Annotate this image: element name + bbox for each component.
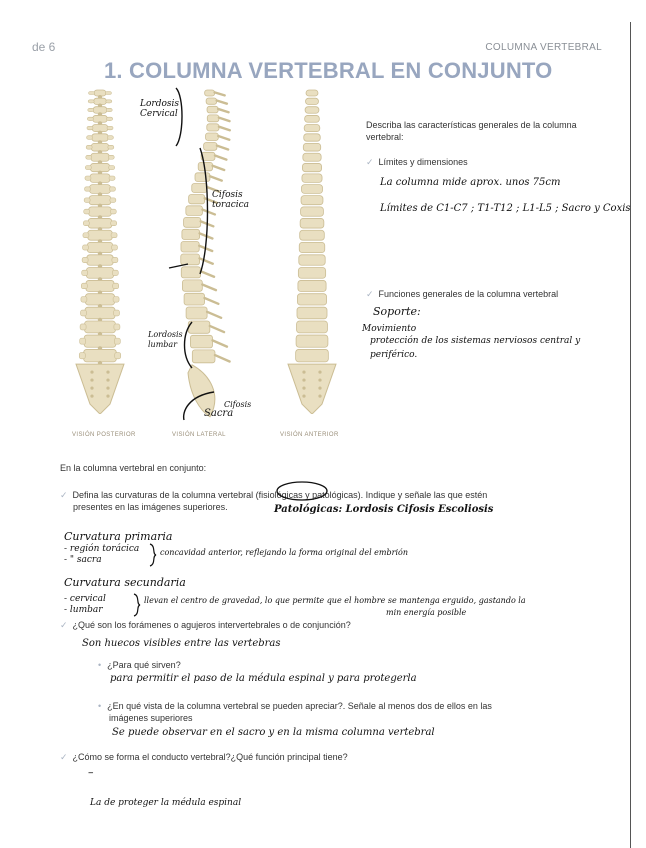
spine-figure-anterior <box>274 84 350 419</box>
answer-dimensiones: La columna mide aprox. unos 75cm <box>380 177 561 188</box>
spine-figure-posterior <box>62 84 138 419</box>
annotation-cifosis-toracica: Cifosis toracica <box>212 190 250 210</box>
answer-para-que: para permitir el paso de la médula espinal y para protegerla <box>110 673 417 684</box>
bracket-cervical <box>174 86 188 148</box>
brace-secundaria <box>132 592 142 618</box>
right-panel-prompt: Describa las características generales de la columna vertebral: <box>366 120 577 142</box>
secundaria-line-2: - lumbar <box>64 605 103 615</box>
secundaria-note-2: min energía posible <box>386 608 467 617</box>
check-icon: ✓ <box>60 620 68 630</box>
primaria-line-1: - región torácica <box>64 544 140 554</box>
annotation-cifosis-label: Cifosis <box>224 400 252 409</box>
check-icon: ✓ <box>60 752 68 762</box>
answer-proteccion: protección de los sistemas nerviosos central y <box>370 336 581 346</box>
annotation-sacra-label: Sacra <box>204 408 234 419</box>
circle-fisiologicas <box>275 480 329 502</box>
tick-mark-lumbar <box>168 262 190 270</box>
item-funciones: ✓ Funciones generales de la columna vertebral <box>366 289 559 299</box>
answer-movimiento: Movimiento <box>362 324 417 334</box>
question-para-que: • ¿Para qué sirven? <box>98 660 181 670</box>
page-title: 1. COLUMNA VERTEBRAL EN CONJUNTO <box>104 58 553 83</box>
primaria-note: concavidad anterior, reflejando la forma original del embrión <box>160 548 408 557</box>
lower-intro: En la columna vertebral en conjunto: <box>60 463 207 473</box>
answer-soporte: Soporte: <box>373 305 421 318</box>
answer-patologicas: Patológicas: Lordosis Cifosis Escoliosis <box>274 504 494 515</box>
running-title: COLUMNA VERTEBRAL <box>485 42 602 53</box>
question-foramenes: ✓ ¿Qué son los forámenes o agujeros intervertebrales o de conjunción? <box>60 620 351 630</box>
caption-anterior: VISIÓN ANTERIOR <box>280 432 339 438</box>
answer-conducto: La de proteger la médula espinal <box>90 798 242 808</box>
primaria-title: Curvatura primaria <box>64 530 173 543</box>
answer-periferico: periférico. <box>370 350 418 360</box>
question-conducto: ✓ ¿Cómo se forma el conducto vertebral?¿Qué función principal tiene? <box>60 752 348 762</box>
answer-conducto-dash: – <box>88 766 94 779</box>
check-icon: ✓ <box>366 289 374 299</box>
bullet-icon: • <box>98 701 102 711</box>
answer-limites: Límites de C1-C7 ; T1-T12 ; L1-L5 ; Sacro y Coxis <box>380 203 631 214</box>
secundaria-note-1: llevan el centro de gravedad, lo que permite que el hombre se mantenga erguido, gastando la <box>144 596 526 605</box>
page-indicator: de 6 <box>32 40 56 54</box>
brace-primaria <box>148 542 158 568</box>
bullet-icon: • <box>98 660 102 670</box>
answer-foramenes: Son huecos visibles entre las vertebras <box>82 638 281 649</box>
question-en-que-vista: • ¿En qué vista de la columna vertebral se pueden apreciar?. Señale al menos dos de ellos en las imágenes superiores <box>98 701 492 723</box>
secundaria-title: Curvatura secundaria <box>64 576 186 589</box>
answer-en-que-vista: Se puede observar en el sacro y en la misma columna vertebral <box>112 727 435 738</box>
caption-posterior: VISIÓN POSTERIOR <box>72 432 136 438</box>
caption-lateral: VISIÓN LATERAL <box>172 432 226 438</box>
question-curvaturas: ✓ Defina las curvaturas de la columna vertebral (fisiológicas y patológicas). Indique y señale las que estén presentes en las imágenes superiores. <box>60 490 488 512</box>
annotation-lordosis-cervical: Lordosis Cervical <box>140 99 179 119</box>
primaria-line-2: - " sacra <box>64 555 102 565</box>
bracket-lumbar <box>182 320 194 370</box>
bracket-toracica <box>198 146 212 276</box>
check-icon: ✓ <box>60 490 68 500</box>
check-icon: ✓ <box>366 157 374 167</box>
item-limites: ✓ Límites y dimensiones <box>366 157 468 167</box>
page-edge-line <box>630 22 631 848</box>
secundaria-line-1: - cervical <box>64 594 106 604</box>
annotation-lordosis-lumbar: Lordosis lumbar <box>148 330 183 349</box>
